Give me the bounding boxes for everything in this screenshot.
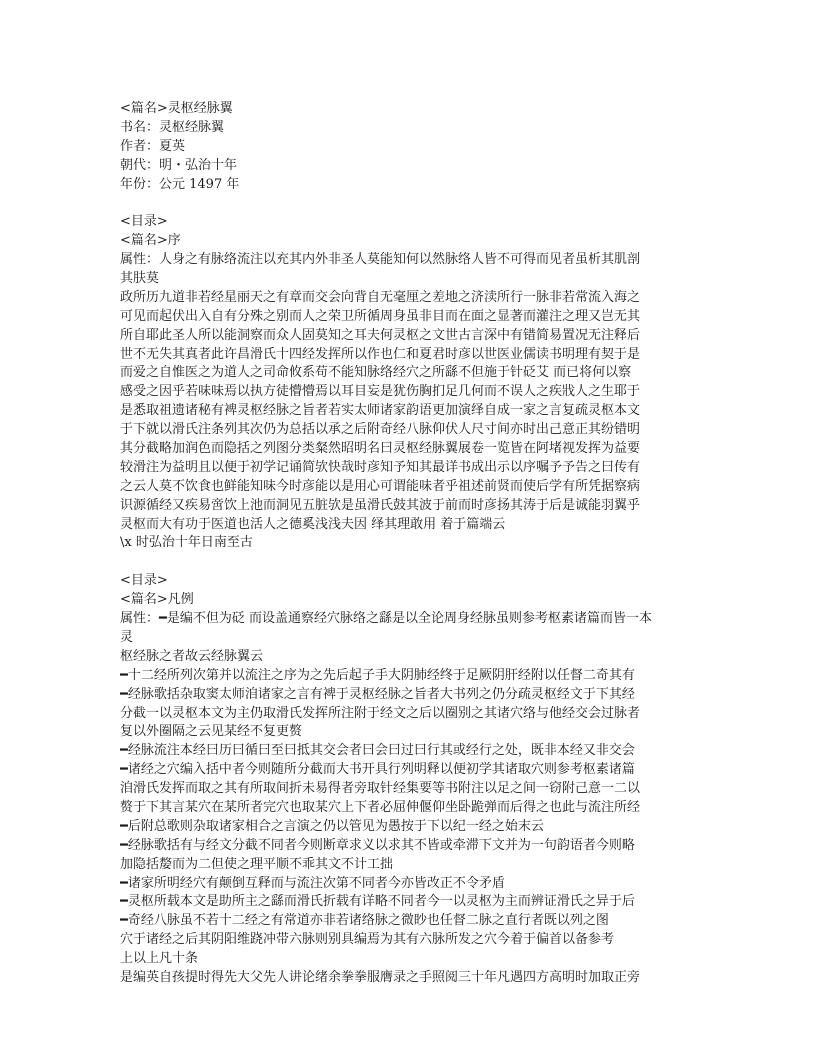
guidelines-text-line: 赘于下其言某穴在某所者完穴也取某穴上下者必屈伸偃仰坐卧跪弹而后得之也此与流注所经 [120,799,641,815]
preface-text-line: 可见而起伏出入自有分殊之别而人之荣卫所循周身虽非目而在面之显著而灌注之理又岂无其 [120,308,641,324]
guidelines-text-line: ━灵枢所载本文是助所主之繇而滑氏折载有详略不同者今一以灵枢为主而辨证滑氏之异于后 [120,894,635,910]
dynasty-line: 朝代：明・弘治十年 [120,157,238,173]
preface-text-line: 识源循经又疾易啻饮上池而洞见五脏欤是虽滑氏鼓其波于前而时彦扬其涛于后是诚能羽翼乎 [120,497,641,513]
toc-heading: <目录> [120,573,168,589]
author-line: 作者：夏英 [120,138,186,154]
guidelines-text-line: ━经脉歌括有与经文分截不同者今则断章求义以求其不皆或牵滞下文并为一句韵语者今则略 [120,837,635,853]
preface-text-line: 而爱之自惟医之为道人之司命攸系苟不能知脉络经穴之所繇不但施于针砭艾 而已将何以察 [120,365,632,381]
preface-text-line: 属性：人身之有脉络流注以充其内外非圣人莫能知何以然脉络人皆不可得而见者虽析其肌剖 [120,252,641,268]
preface-text-line: 其分截略加润色而隐括之列图分类粲然昭明名曰灵枢经脉翼展卷一览皆在阿堵视发挥为益要 [120,441,641,457]
guidelines-text-line: 分截一以灵枢本文为主仍取滑氏发挥所注附于经文之后以圈别之其诸穴络与他经交会过脉者 [120,705,641,721]
guidelines-text-line: ━后附总歌则杂取诸家相合之言演之仍以管见为愚按于下以纪一经之始末云 [120,818,544,834]
spacer [120,553,696,572]
guidelines-text-line: 是编英自孩提时得先大父先人讲论绪余拳拳服膺录之手照阅三十年凡遇四方高明时加取正旁 [120,969,641,985]
guidelines-text-line: 穴于诸经之后其阴阳维跷冲带六脉则别具编焉为其有六脉所发之穴今着于偏首以备参考 [120,932,615,948]
preface-text-line: 所自耶此圣人所以能洞察而众人固莫知之耳夫何灵枢之文世古言深中有错简易置况无注释后 [120,327,641,343]
guidelines-text-line: ━奇经八脉虽不若十二经之有常道亦非若诸络脉之微眇也任督二脉之直行者既以列之图 [120,913,609,929]
spacer [120,194,696,213]
document-page [120,100,696,988]
guidelines-text-line: 属性：━是编不但为砭 而设盖通察经穴脉络之繇是以全论周身经脉虽则参考枢素诸篇而皆一本 [120,611,652,627]
preface-date-line: \x 时弘治十年日南至古 [120,535,253,551]
guidelines-text-line: 复以外圈隔之云见某经不复更赘 [120,724,303,740]
preface-text-line: 是悉取祖遗诸秘有裨灵枢经脉之旨者若实太师诸家韵语更加演绎自成一家之言复疏灵枢本文 [120,403,641,419]
preface-text-line: 感受之因乎若味味焉以执方徒懵懵焉以耳目妄是犹伤胸扪足几何而不误人之疾戕人之生耶于 [120,384,641,400]
guidelines-text-line: 洎滑氏发挥而取之其有所取间折未易得者旁取针经集要等书附注以足之间一窃附己意一二以 [120,781,641,797]
preface-text-line: 世不无失其真者此许昌滑氏十四经发挥所以作也仁和夏君时彦以世医业儒读书明理有契于是 [120,346,641,362]
preface-text-line: 于下就以滑氏注条列其次仍为总括以承之后附奇经八脉仰伏人尺寸间亦时出己意正其纷错明 [120,422,641,438]
preface-text-line: 较滑注为益明且以便于初学记诵简欤快哉时彦知予知其最详书成出示以序嘱予予告之曰传有 [120,459,641,475]
guidelines-text-line: 灵 [120,629,134,645]
preface-text-line: 其肤莫 [120,271,160,287]
preface-text-line: 之云人莫不饮食也鲜能知味今时彦能以是用心可谓能味者乎祖述前贤而使后学有所凭据察病 [120,478,641,494]
guidelines-text-line: ━十二经所列次第并以流注之序为之先后起子手大阴肺经终于足厥阴肝经附以任督二奇其有 [120,667,635,683]
guidelines-text-line: ━诸经之穴编入括中者今则随所分截而大书开具行列明释以便初学其诸取穴则参考枢素诸篇 [120,762,635,778]
preface-text-line: 政所历九道非若经星丽天之有章而交会向背自无毫厘之差地之济渎所行一脉非若常流入海之 [120,289,641,305]
toc-heading: <目录> [120,214,168,230]
preface-heading: <篇名>序 [120,233,181,249]
guidelines-heading: <篇名>凡例 [120,592,194,608]
guidelines-text-line: ━经脉流注本经曰历曰循曰至曰抵其交会者曰会曰过曰行其或经行之处，既非本经又非交会 [120,743,635,759]
book-name-line: 书名：灵枢经脉翼 [120,119,225,135]
guidelines-text-line: 枢经脉之者故云经脉翼云 [120,648,264,664]
guidelines-text-line: 加隐括嫠而为二但使之理平顺不乖其文不计工拙 [120,856,394,872]
guidelines-text-line: 上以上凡十条 [120,951,199,967]
guidelines-text-line: ━经脉歌括杂取窦太师洎诸家之言有裨于灵枢经脉之旨者大书列之仍分疏灵枢经文于下其经 [120,686,635,702]
guidelines-text-line: ━诸家所明经穴有颠倒互释而与流注次第不同者今亦皆改正不令矛盾 [120,875,505,891]
title-line: <篇名>灵枢经脉翼 [120,101,233,116]
year-line: 年份：公元 1497 年 [120,176,240,192]
preface-text-line: 灵枢而大有功于医道也活人之德奚浅浅夫因 绎其理敢用 着于篇端云 [120,516,506,532]
